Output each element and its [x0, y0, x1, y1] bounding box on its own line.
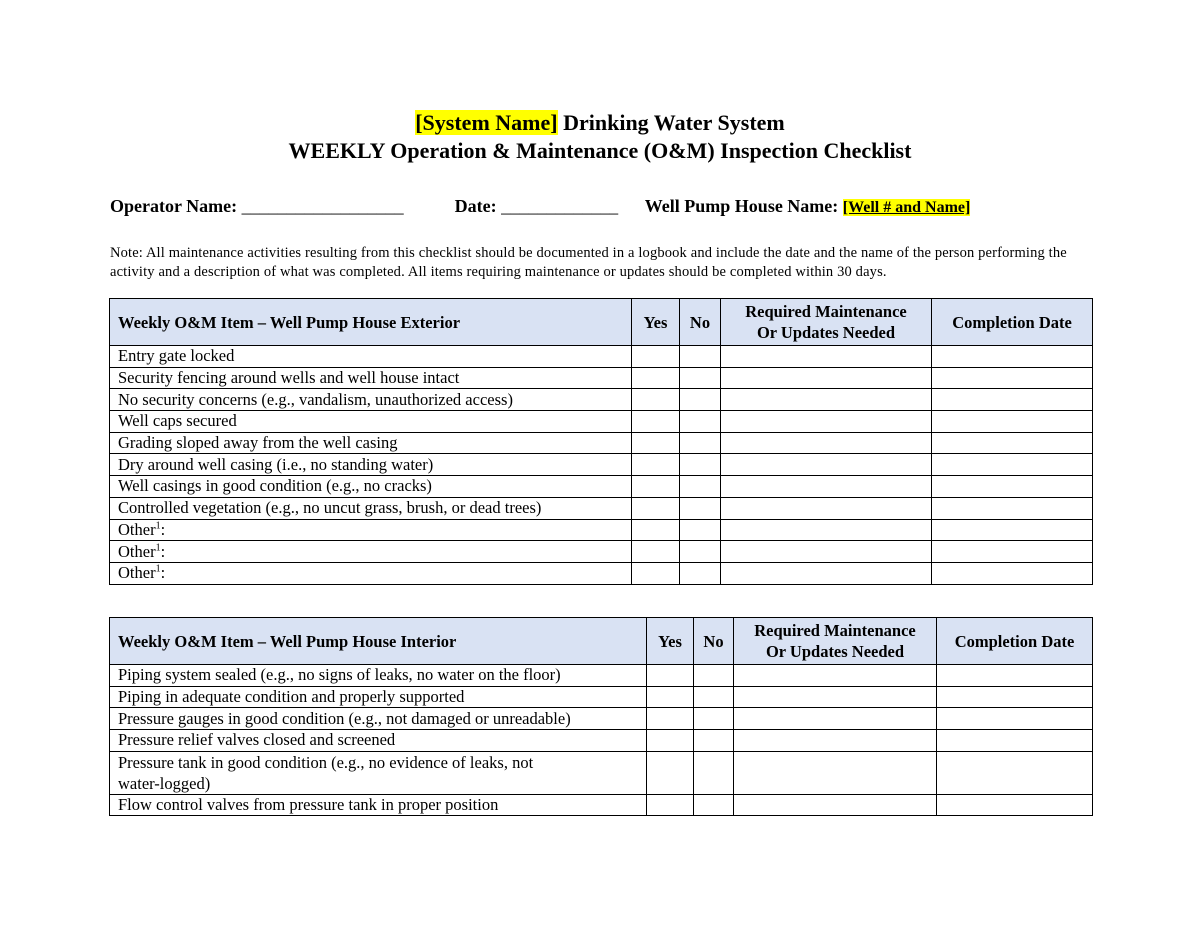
yes-cell[interactable]: [647, 665, 694, 687]
no-cell[interactable]: [680, 389, 721, 411]
completion-cell[interactable]: [937, 730, 1093, 752]
yes-cell[interactable]: [632, 562, 680, 584]
table-row: [110, 346, 1093, 368]
other-item-label[interactable]: Other$^1$:: [110, 519, 632, 541]
maintenance-cell[interactable]: [734, 751, 937, 794]
table-row: [110, 454, 1093, 476]
no-cell[interactable]: [694, 751, 734, 794]
completion-date-header: Completion Date: [932, 299, 1093, 346]
exterior-item-header: Weekly O&M Item – Well Pump House Exterior: [110, 299, 632, 346]
item-label: Piping in adequate condition and properly supported: [110, 686, 647, 708]
maintenance-cell[interactable]: [721, 541, 932, 563]
document-header: [0, 109, 1200, 165]
yes-cell[interactable]: [632, 346, 680, 368]
table-row: [110, 708, 1093, 730]
yes-cell[interactable]: [632, 454, 680, 476]
yes-cell[interactable]: [647, 794, 694, 816]
no-cell[interactable]: [680, 367, 721, 389]
maintenance-cell[interactable]: [721, 367, 932, 389]
table-row: [110, 367, 1093, 389]
table-row: [110, 665, 1093, 687]
completion-cell[interactable]: [932, 519, 1093, 541]
completion-cell[interactable]: [932, 346, 1093, 368]
item-label: Piping system sealed (e.g., no signs of leaks, no water on the floor): [110, 665, 647, 687]
required-maintenance-header: Required Maintenance Or Updates Needed: [734, 618, 937, 665]
no-cell[interactable]: [680, 541, 721, 563]
completion-cell[interactable]: [937, 751, 1093, 794]
no-cell[interactable]: [680, 346, 721, 368]
maintenance-cell[interactable]: [721, 519, 932, 541]
table-row-other: [110, 562, 1093, 584]
table-row: [110, 389, 1093, 411]
no-cell[interactable]: [680, 562, 721, 584]
yes-cell[interactable]: [632, 367, 680, 389]
yes-cell[interactable]: [647, 751, 694, 794]
maintenance-cell[interactable]: [734, 665, 937, 687]
no-cell[interactable]: [694, 665, 734, 687]
yes-cell[interactable]: [632, 476, 680, 498]
maintenance-cell[interactable]: [721, 411, 932, 433]
table-row: [110, 411, 1093, 433]
operator-label: Operator Name:: [110, 196, 238, 216]
table-row: [110, 730, 1093, 752]
no-cell[interactable]: [680, 497, 721, 519]
maintenance-cell[interactable]: [721, 497, 932, 519]
no-cell[interactable]: [694, 708, 734, 730]
maintenance-cell[interactable]: [721, 454, 932, 476]
completion-cell[interactable]: [932, 541, 1093, 563]
other-item-label[interactable]: Other$^1$:: [110, 541, 632, 563]
other-item-label[interactable]: Other$^1$:: [110, 562, 632, 584]
completion-cell[interactable]: [937, 708, 1093, 730]
note-paragraph: Note: All maintenance activities resulting from this checklist should be documented in a logbook and include the date and the name of the person performing the activity and a description of what was completed. All items requiring maintenance or updates should be completed within 30 days.: [110, 245, 1067, 280]
table-header-row: [110, 618, 1093, 665]
item-label: Well casings in good condition (e.g., no cracks): [110, 476, 632, 498]
yes-cell[interactable]: [632, 519, 680, 541]
no-cell[interactable]: [694, 686, 734, 708]
title-suffix: Drinking Water System: [563, 110, 785, 135]
required-maintenance-header: Required Maintenance Or Updates Needed: [721, 299, 932, 346]
well-label: Well Pump House Name:: [644, 196, 839, 216]
item-label: Controlled vegetation (e.g., no uncut grass, brush, or dead trees): [110, 497, 632, 519]
completion-date-header: Completion Date: [937, 618, 1093, 665]
no-cell[interactable]: [680, 411, 721, 433]
item-label: Entry gate locked: [110, 346, 632, 368]
maintenance-cell[interactable]: [734, 708, 937, 730]
yes-cell[interactable]: [632, 389, 680, 411]
table-row-other: [110, 519, 1093, 541]
item-label: Pressure tank in good condition (e.g., no evidence of leaks, not water-logged): [110, 751, 647, 794]
interior-item-header: Weekly O&M Item – Well Pump House Interior: [110, 618, 647, 665]
table-row: [110, 497, 1093, 519]
completion-cell[interactable]: [932, 562, 1093, 584]
completion-cell[interactable]: [932, 389, 1093, 411]
table-row: [110, 476, 1093, 498]
item-label: Pressure gauges in good condition (e.g., not damaged or unreadable): [110, 708, 647, 730]
item-label: Well caps secured: [110, 411, 632, 433]
yes-cell[interactable]: [647, 686, 694, 708]
completion-cell[interactable]: [937, 794, 1093, 816]
yes-cell[interactable]: [647, 708, 694, 730]
table-header-row: [110, 299, 1093, 346]
exterior-checklist-table: [109, 298, 1093, 585]
table-row-other: [110, 541, 1093, 563]
completion-cell[interactable]: [932, 411, 1093, 433]
yes-cell[interactable]: [632, 497, 680, 519]
maintenance-cell[interactable]: [721, 476, 932, 498]
yes-cell[interactable]: [647, 730, 694, 752]
yes-header: Yes: [647, 618, 694, 665]
completion-cell[interactable]: [932, 367, 1093, 389]
table-row: [110, 686, 1093, 708]
no-cell[interactable]: [694, 730, 734, 752]
interior-checklist-table: [109, 617, 1093, 816]
yes-header: Yes: [632, 299, 680, 346]
date-field[interactable]: _____________: [501, 196, 619, 216]
subtitle: WEEKLY Operation & Maintenance (O&M) Inspection Checklist: [288, 138, 912, 163]
date-label: Date:: [454, 196, 497, 216]
completion-cell[interactable]: [932, 476, 1093, 498]
table-row: [110, 432, 1093, 454]
item-label: Pressure relief valves closed and screened: [110, 730, 647, 752]
maintenance-cell[interactable]: [721, 389, 932, 411]
table-row: [110, 751, 1093, 794]
item-label: Dry around well casing (i.e., no standing water): [110, 454, 632, 476]
completion-cell[interactable]: [932, 497, 1093, 519]
yes-cell[interactable]: [632, 432, 680, 454]
no-cell[interactable]: [694, 794, 734, 816]
maintenance-cell[interactable]: [734, 794, 937, 816]
system-name-placeholder[interactable]: [System Name]: [415, 110, 558, 135]
table-row: [110, 794, 1093, 816]
no-cell[interactable]: [680, 454, 721, 476]
item-label: Grading sloped away from the well casing: [110, 432, 632, 454]
info-row: [110, 194, 1100, 220]
maintenance-cell[interactable]: [734, 730, 937, 752]
operator-field[interactable]: __________________: [241, 196, 404, 216]
no-cell[interactable]: [680, 476, 721, 498]
maintenance-cell[interactable]: [721, 562, 932, 584]
no-cell[interactable]: [680, 432, 721, 454]
maintenance-cell[interactable]: [734, 686, 937, 708]
item-label: No security concerns (e.g., vandalism, unauthorized access): [110, 389, 632, 411]
well-name-placeholder[interactable]: [Well # and Name]: [842, 199, 971, 216]
item-label: Flow control valves from pressure tank in proper position: [110, 794, 647, 816]
completion-cell[interactable]: [932, 432, 1093, 454]
no-cell[interactable]: [680, 519, 721, 541]
completion-cell[interactable]: [932, 454, 1093, 476]
title-line: [0, 109, 1200, 137]
yes-cell[interactable]: [632, 541, 680, 563]
maintenance-cell[interactable]: [721, 432, 932, 454]
completion-cell[interactable]: [937, 686, 1093, 708]
completion-cell[interactable]: [937, 665, 1093, 687]
yes-cell[interactable]: [632, 411, 680, 433]
no-header: No: [680, 299, 721, 346]
no-header: No: [694, 618, 734, 665]
item-label: Security fencing around wells and well house intact: [110, 367, 632, 389]
maintenance-cell[interactable]: [721, 346, 932, 368]
